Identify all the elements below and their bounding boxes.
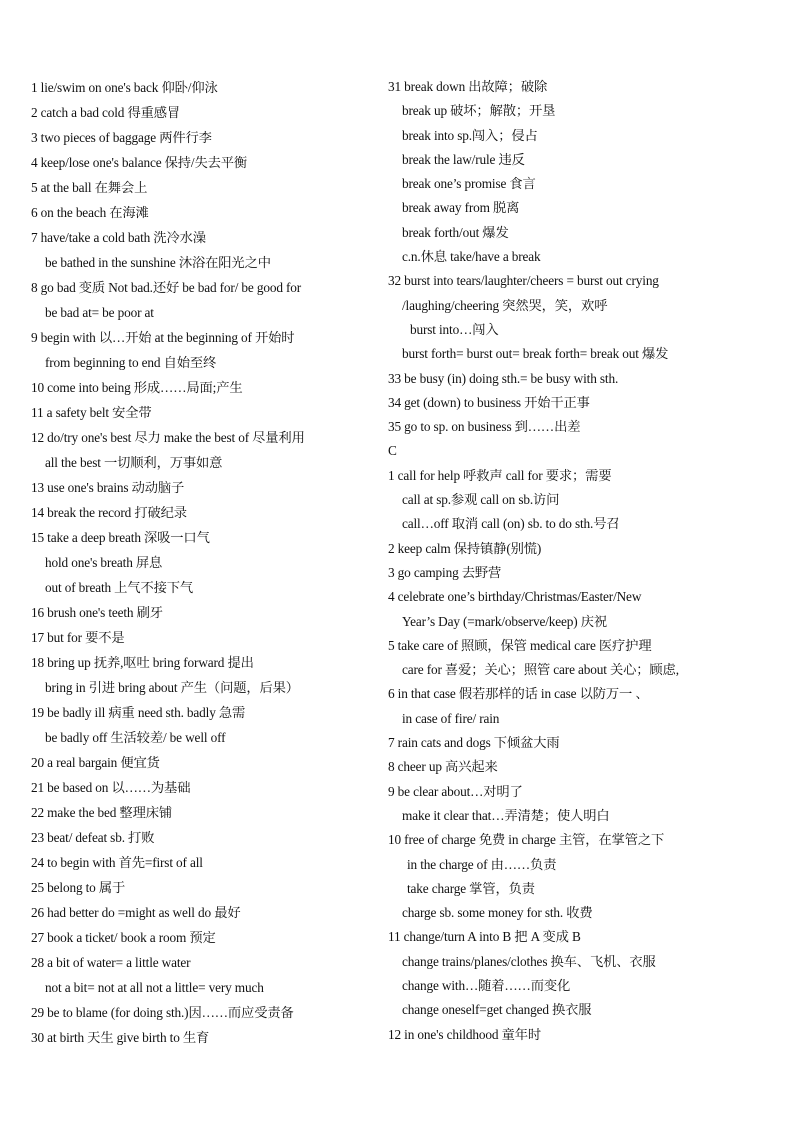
phrase-line: be bathed in the sunshine 沐浴在阳光之中 <box>45 255 271 270</box>
phrase-line: 2 catch a bad cold 得重感冒 <box>31 105 181 120</box>
phrase-line: 1 call for help 呼救声 call for 要求；需要 <box>388 467 612 483</box>
phrase-line: bring in 引进 bring about 产生（问题，后果） <box>45 680 299 695</box>
phrase-line: make it clear that…弄清楚；使人明白 <box>402 807 610 823</box>
phrase-line: break away from 脱离 <box>402 200 520 216</box>
phrase-line: 4 keep/lose one's balance 保持/失去平衡 <box>31 155 248 170</box>
phrase-line: 28 a bit of water= a little water <box>31 955 191 970</box>
phrase-line: 7 have/take a cold bath 洗冷水澡 <box>31 230 206 245</box>
phrase-line: 24 to begin with 首先=first of all <box>31 855 203 870</box>
phrase-line: break one’s promise 食言 <box>402 176 536 192</box>
phrase-line: change trains/planes/clothes 换车、飞机、衣服 <box>402 953 656 969</box>
phrase-line: 2 keep calm 保持镇静(别慌) <box>388 540 542 556</box>
phrase-line: break forth/out 爆发 <box>402 224 509 240</box>
phrase-line: burst into…闯入 <box>410 321 499 337</box>
phrase-line: 30 at birth 天生 give birth to 生育 <box>31 1030 210 1045</box>
phrase-line: take charge 掌管，负责 <box>407 880 535 896</box>
phrase-line: 3 two pieces of baggage 两件行李 <box>31 130 212 145</box>
phrase-line: 27 book a ticket/ book a room 预定 <box>31 930 216 945</box>
right-column <box>388 75 738 1047</box>
phrase-line: 5 at the ball 在舞会上 <box>31 180 148 195</box>
phrase-line: 6 on the beach 在海滩 <box>31 205 149 220</box>
phrase-line: change with…随着……而变化 <box>402 977 571 993</box>
phrase-line: 14 break the record 打破纪录 <box>31 505 187 520</box>
phrase-line: /laughing/cheering 突然哭，笑，欢呼 <box>402 297 608 313</box>
phrase-line: 33 be busy (in) doing sth.= be busy with sth. <box>388 370 619 386</box>
phrase-line: 22 make the bed 整理床铺 <box>31 805 173 820</box>
phrase-line: be bad at= be poor at <box>45 305 154 320</box>
phrase-line: c.n.休息 take/have a break <box>402 249 541 265</box>
phrase-line: 32 burst into tears/laughter/cheers = burst out crying <box>388 273 659 289</box>
phrase-line: in case of fire/ rain <box>402 710 500 726</box>
phrase-line: 15 take a deep breath 深吸一口气 <box>31 530 210 545</box>
phrase-line: 11 change/turn A into B 把 A 变成 B <box>388 929 581 945</box>
phrase-line: 35 go to sp. on business 到……出差 <box>388 419 581 435</box>
phrase-line: Year’s Day (=mark/observe/keep) 庆祝 <box>402 613 608 629</box>
phrase-line: in the charge of 由……负责 <box>407 856 557 872</box>
phrase-line: 7 rain cats and dogs 下倾盆大雨 <box>388 735 560 751</box>
phrase-line: burst forth= burst out= break forth= break out 爆发 <box>402 346 669 362</box>
phrase-line: 9 be clear about…对明了 <box>388 783 523 799</box>
phrase-line: 8 go bad 变质 Not bad.还好 be bad for/ be good for <box>31 280 302 295</box>
phrase-line: 34 get (down) to business 开始干正事 <box>388 394 590 410</box>
phrase-line: 9 begin with 以…开始 at the beginning of 开始时 <box>31 330 295 345</box>
phrase-line: 10 come into being 形成……局面;产生 <box>31 380 243 395</box>
phrase-line: 13 use one's brains 动动脑子 <box>31 480 185 495</box>
phrase-line: 12 in one's childhood 童年时 <box>388 1026 542 1042</box>
phrase-line: 21 be based on 以……为基础 <box>31 780 191 795</box>
phrase-line: break the law/rule 违反 <box>402 151 525 167</box>
phrase-line: 5 take care of 照顾，保管 medical care 医疗护理 <box>388 637 652 653</box>
phrase-line: 25 belong to 属于 <box>31 880 126 895</box>
phrase-line: change oneself=get changed 换衣服 <box>402 1002 592 1018</box>
phrase-line: 3 go camping 去野营 <box>388 564 502 580</box>
phrase-line: not a bit= not at all not a little= very much <box>45 980 264 995</box>
phrase-line: all the best 一切顺利，万事如意 <box>45 455 223 470</box>
phrase-line: 16 brush one's teeth 刷牙 <box>31 605 163 620</box>
phrase-line: 8 cheer up 高兴起来 <box>388 759 498 775</box>
phrase-line: 26 had better do =might as well do 最好 <box>31 905 241 920</box>
phrase-line: out of breath 上气不接下气 <box>45 580 194 595</box>
phrase-line: be badly off 生活较差/ be well off <box>45 730 226 745</box>
phrase-line: 4 celebrate one’s birthday/Christmas/Easter/New <box>388 589 642 605</box>
phrase-line: hold one's breath 屏息 <box>45 555 163 570</box>
phrase-line: 23 beat/ defeat sb. 打败 <box>31 830 155 845</box>
phrase-line: call…off 取消 call (on) sb. to do sth.号召 <box>402 516 620 532</box>
phrase-line: 6 in that case 假若那样的话 in case 以防万一 、 <box>388 686 649 702</box>
phrase-line: 19 be badly ill 病重 need sth. badly 急需 <box>31 705 246 720</box>
phrase-line: 17 but for 要不是 <box>31 630 125 645</box>
phrase-line: 11 a safety belt 安全带 <box>31 405 152 420</box>
phrase-line: 1 lie/swim on one's back 仰卧/仰泳 <box>31 80 218 95</box>
phrase-line: charge sb. some money for sth. 收费 <box>402 905 593 921</box>
phrase-line: C <box>388 443 397 459</box>
phrase-line: 20 a real bargain 便宜货 <box>31 755 160 770</box>
phrase-line: 29 be to blame (for doing sth.)因……而应受责备 <box>31 1005 294 1020</box>
phrase-line: break into sp.闯入；侵占 <box>402 127 538 143</box>
phrase-line: 18 bring up 抚养,呕吐 bring forward 提出 <box>31 655 254 670</box>
phrase-line: break up 破坏；解散；开垦 <box>402 103 556 119</box>
phrase-line: 10 free of charge 免费 in charge 主管，在掌管之下 <box>388 832 665 848</box>
phrase-line: from beginning to end 自始至终 <box>45 355 217 370</box>
phrase-line: care for 喜爱；关心；照管 care about 关心；顾虑, <box>402 662 679 678</box>
phrase-line: 12 do/try one's best 尽力 make the best of 尽量利用 <box>31 430 305 445</box>
left-column <box>31 75 376 1050</box>
phrase-line: call at sp.参观 call on sb.访问 <box>402 492 560 508</box>
phrase-line: 31 break down 出故障；破除 <box>388 79 548 94</box>
